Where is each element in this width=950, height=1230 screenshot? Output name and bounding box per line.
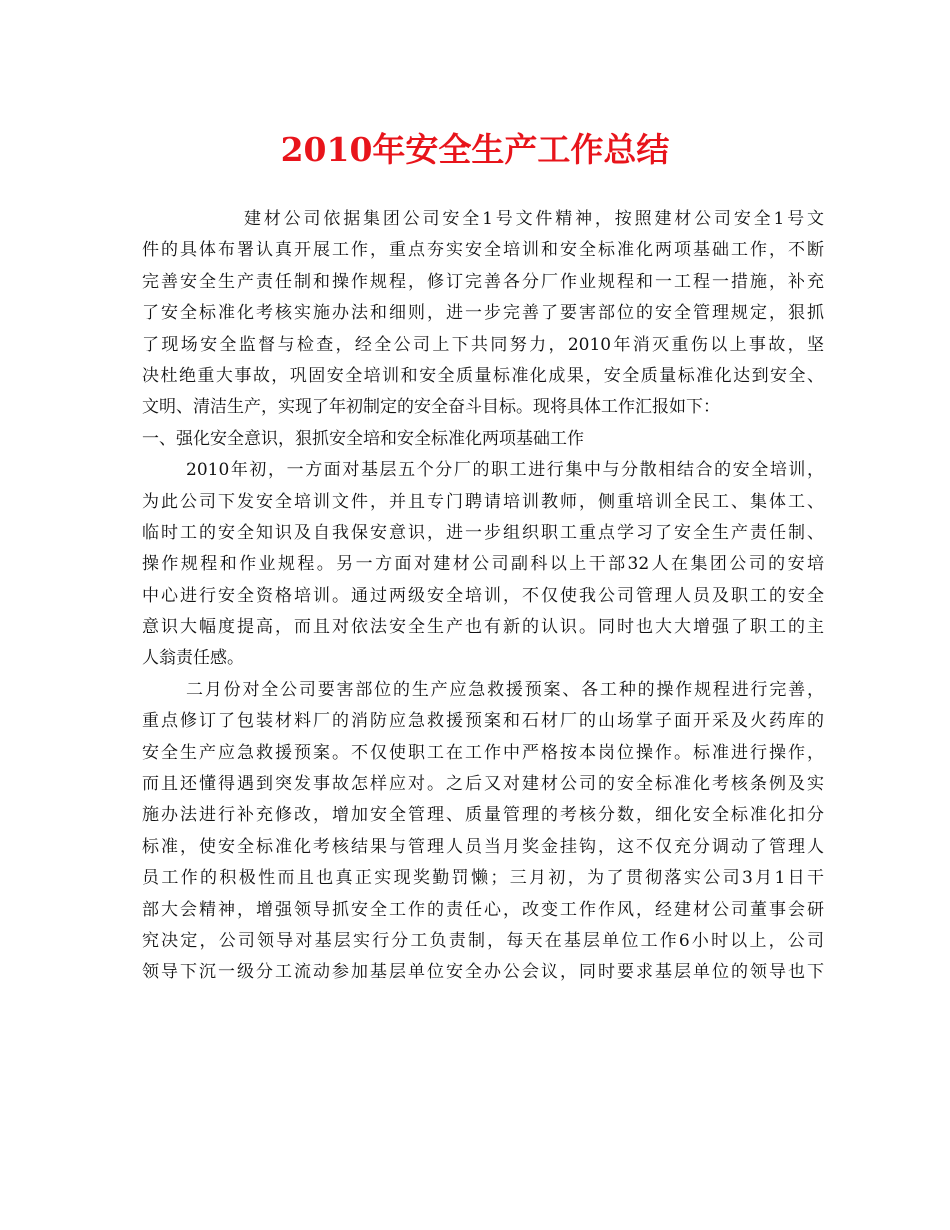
text-line: 安全生产应急救援预案。不仅使职工在工作中严格按本岗位操作。标准进行操作， [142,742,824,763]
intro-paragraph [142,204,824,424]
text-line: 施办法进行补充修改，增加安全管理、质量管理的考核分数，细化安全标准化扣分 [142,805,824,826]
february-paragraph [142,675,824,989]
text-line: 了现场安全监督与检查，经全公司上下共同努力，2010年消灭重伤以上事故，坚 [142,334,824,355]
section-heading: 一、强化安全意识，狠抓安全培和安全标准化两项基础工作 [142,428,584,449]
text-line: 建材公司依据集团公司安全1号文件精神，按照建材公司安全1号文 [244,209,824,229]
text-line: 标准，使安全标准化考核结果与管理人员当月奖金挂钩，这不仅充分调动了管理人 [142,836,824,857]
section-heading-1 [142,424,824,455]
text-line: 2010年初，一方面对基层五个分厂的职工进行集中与分散相结合的安全培训， [186,460,824,481]
document-body [142,204,824,989]
text-line: 领导下沉一级分工流动参加基层单位安全办公会议，同时要求基层单位的领导也下 [142,962,824,983]
text-line: 而且还懂得遇到突发事故怎样应对。之后又对建材公司的安全标准化考核条例及实 [142,774,824,795]
text-line: 文明、清洁生产，实现了年初制定的安全奋斗目标。现将具体工作汇报如下： [142,397,720,418]
text-line: 重点修订了包装材料厂的消防应急救援预案和石材厂的山场掌子面开采及火药库的 [142,711,824,732]
document-title: 2010年安全生产工作总结 [280,130,670,169]
text-line: 意识大幅度提高，而且对依法安全生产也有新的认识。同时也大大增强了职工的主 [142,617,824,638]
text-line: 部大会精神，增强领导抓安全工作的责任心，改变工作作风，经建材公司董事会研 [142,899,824,920]
training-paragraph [142,455,824,675]
text-line: 为此公司下发安全培训文件，并且专门聘请培训教师，侧重培训全民工、集体工、 [142,491,824,512]
text-line: 二月份对全公司要害部位的生产应急救援预案、各工种的操作规程进行完善， [186,679,824,700]
text-line: 决杜绝重大事故，巩固安全培训和安全质量标准化成果，安全质量标准化达到安全、 [142,365,824,386]
text-line: 人翁责任感。 [142,648,244,669]
text-line: 员工作的积极性而且也真正实现奖勤罚懒；三月初，为了贯彻落实公司3月1日干 [142,868,824,889]
text-line: 临时工的安全知识及自我保安意识，进一步组织职工重点学习了安全生产责任制、 [142,522,824,543]
text-line: 件的具体布署认真开展工作，重点夯实安全培训和安全标准化两项基础工作，不断 [142,240,824,261]
text-line: 究决定，公司领导对基层实行分工负责制，每天在基层单位工作6小时以上，公司 [142,930,824,951]
text-line: 完善安全生产责任制和操作规程，修订完善各分厂作业规程和一工程一措施，补充 [142,271,824,292]
text-line: 操作规程和作业规程。另一方面对建材公司副科以上干部32人在集团公司的安培 [142,554,824,575]
text-line: 了安全标准化考核实施办法和细则，进一步完善了要害部位的安全管理规定，狠抓 [142,303,824,324]
text-line: 中心进行安全资格培训。通过两级安全培训，不仅使我公司管理人员及职工的安全 [142,585,824,606]
